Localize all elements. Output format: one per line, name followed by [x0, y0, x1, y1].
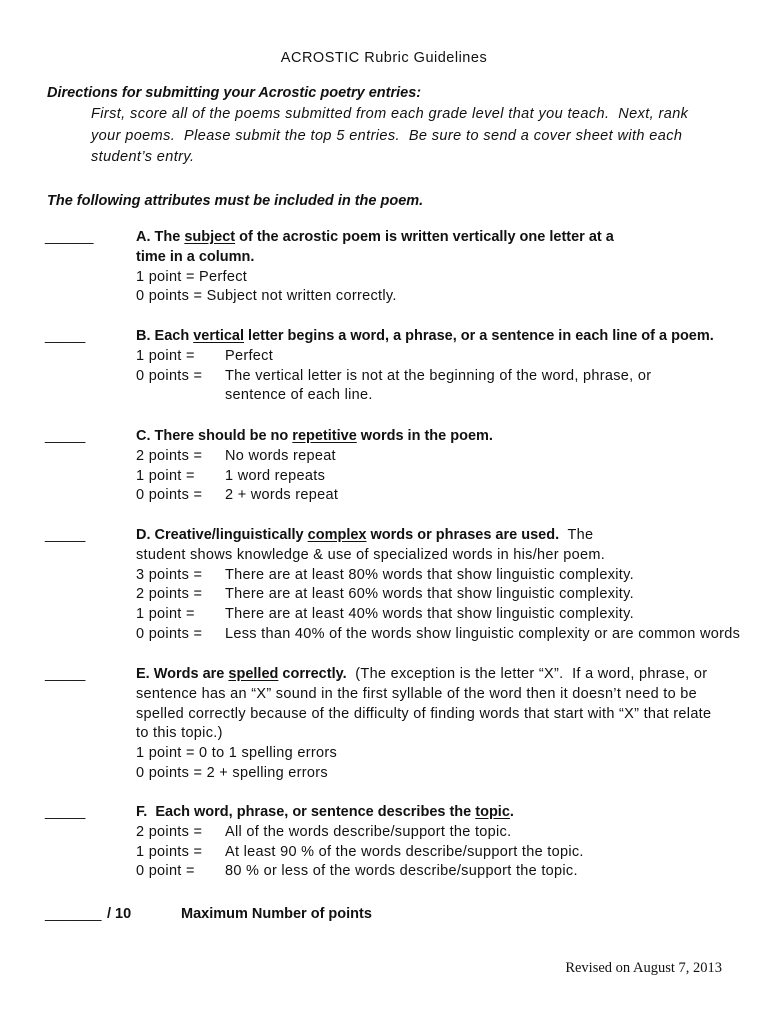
score-desc: At least 90 % of the words describe/support the topic.	[225, 843, 584, 860]
criterion-body	[136, 665, 756, 784]
criterion-heading	[136, 228, 756, 248]
score-desc: No words repeat	[225, 447, 336, 464]
heading-plain-text: (The exception is the letter “X”. If a word, phrase, or	[346, 666, 708, 682]
score-desc: The vertical letter is not at the beginning of the word, phrase, or	[225, 367, 652, 384]
score-label: 2 points =	[136, 823, 203, 840]
total-label: Maximum Number of points	[181, 906, 372, 922]
score-row	[136, 862, 756, 882]
score-row	[136, 347, 756, 367]
score-blank: _____	[45, 666, 86, 682]
total-score-blank: _______	[45, 906, 102, 922]
heading-keyword: vertical	[193, 328, 245, 344]
heading-rest: letter begins a word, a phrase, or a sentence in each line of a poem.	[244, 328, 714, 344]
heading-rest: words in the poem.	[356, 428, 493, 444]
criterion-body	[136, 327, 756, 406]
score-row	[136, 585, 756, 605]
total-score-row	[0, 905, 768, 925]
score-blank: _____	[45, 428, 86, 444]
score-desc: There are at least 80% words that show linguistic complexity.	[225, 566, 634, 583]
heading-keyword: subject	[184, 229, 236, 245]
score-desc: 1 word repeats	[225, 467, 326, 484]
score-row	[136, 843, 756, 863]
criterion-heading	[136, 526, 756, 546]
criterion-text-line: to this topic.)	[136, 725, 223, 742]
score-desc: 2 + words repeat	[225, 487, 339, 504]
criterion-body	[136, 803, 756, 882]
score-desc-continuation: sentence of each line.	[225, 387, 373, 404]
criterion-heading	[136, 665, 756, 685]
score-label: 2 points =	[136, 586, 203, 603]
score-label: 3 points =	[136, 566, 203, 583]
heading-keyword: topic	[475, 804, 510, 820]
score-row	[136, 566, 756, 586]
page-title: ACROSTIC Rubric Guidelines	[280, 50, 488, 66]
score-desc: Less than 40% of the words show linguistic complexity or are common words	[225, 625, 741, 642]
heading-rest: correctly.	[278, 666, 347, 682]
heading-keyword: repetitive	[292, 428, 357, 444]
criterion-text-line: spelled correctly because of the difficulty of finding words that start with “X” that relate	[136, 705, 712, 722]
score-label: 1 point =	[136, 467, 195, 484]
criterion-body	[136, 526, 756, 645]
heading-lead: F. Each word, phrase, or sentence describes the	[136, 804, 476, 820]
score-row	[136, 605, 756, 625]
score-label: 0 points =	[136, 625, 203, 642]
score-blank: ______	[45, 229, 94, 245]
heading-keyword: spelled	[228, 666, 279, 682]
score-blank: _____	[45, 328, 86, 344]
criterion-heading	[136, 803, 756, 823]
score-label: 0 point =	[136, 863, 195, 880]
heading-keyword: complex	[307, 527, 367, 543]
score-blank: _____	[45, 527, 86, 543]
score-row	[136, 823, 756, 843]
heading-lead: E. Words are	[136, 666, 229, 682]
score-label: 1 point =	[136, 347, 195, 364]
score-desc: There are at least 40% words that show linguistic complexity.	[225, 606, 634, 623]
score-label: 2 points =	[136, 447, 203, 464]
criterion-text-line: sentence has an “X” sound in the first syllable of the word then it doesn’t need to be	[136, 685, 698, 702]
directions-heading: Directions for submitting your Acrostic poetry entries:	[47, 85, 422, 101]
heading-rest: of the acrostic poem is written vertically one letter at a	[235, 229, 614, 245]
score-label: 0 points =	[136, 367, 203, 384]
score-row	[136, 625, 756, 645]
directions-line: your poems. Please submit the top 5 entries. Be sure to send a cover sheet with each	[91, 127, 683, 144]
score-line: 1 point = Perfect	[136, 268, 248, 285]
revision-date: Revised on August 7, 2013	[565, 960, 722, 976]
heading-plain-text: The	[559, 527, 594, 543]
directions-line: First, score all of the poems submitted from each grade level that you teach. Next, rank	[91, 106, 689, 122]
heading-rest: words or phrases are used.	[366, 527, 560, 543]
criterion-text-line: student shows knowledge & use of specialized words in his/her poem.	[136, 546, 606, 563]
score-row	[136, 467, 756, 487]
heading-lead: D. Creative/linguistically	[136, 527, 308, 543]
score-blank: _____	[45, 804, 86, 820]
score-desc: Perfect	[225, 347, 274, 364]
criterion-heading	[136, 327, 756, 347]
score-label: 1 points =	[136, 843, 203, 860]
score-row	[136, 367, 756, 387]
heading-lead: A. The	[136, 229, 185, 245]
heading-lead: B. Each	[136, 328, 194, 344]
score-label: 0 points =	[136, 487, 203, 504]
score-line: 1 point = 0 to 1 spelling errors	[136, 745, 338, 762]
score-line: 0 points = Subject not written correctly.	[136, 288, 397, 305]
score-line: 0 points = 2 + spelling errors	[136, 764, 328, 781]
heading-rest: .	[509, 804, 514, 820]
directions-line: student’s entry.	[91, 149, 195, 165]
score-desc: All of the words describe/support the topic.	[225, 823, 512, 840]
criterion-body	[136, 228, 756, 307]
score-row	[136, 486, 756, 506]
score-desc: 80 % or less of the words describe/support the topic.	[225, 863, 578, 880]
score-row	[136, 447, 756, 467]
criterion-heading-continuation: time in a column.	[136, 248, 255, 265]
directions-text	[91, 104, 688, 169]
criterion-heading	[136, 427, 756, 447]
score-label: 1 point =	[136, 606, 195, 623]
attributes-heading: The following attributes must be included in the poem.	[47, 193, 424, 209]
heading-lead: C. There should be no	[136, 428, 293, 444]
total-out-of: / 10	[107, 906, 132, 922]
score-desc: There are at least 60% words that show linguistic complexity.	[225, 586, 634, 603]
criterion-body	[136, 427, 756, 506]
